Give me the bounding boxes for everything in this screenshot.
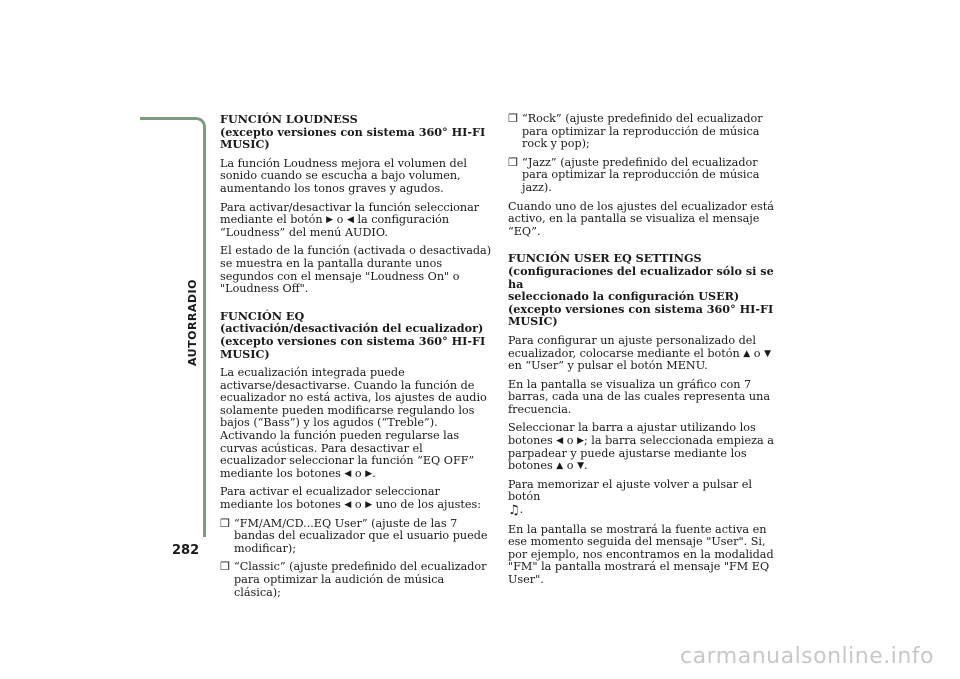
paragraph: Seleccionar la barra a ajustar utilizando los botones ◀ o ▶; la barra seleccionada empieza a parpadear y puede ajustarse mediante los botones ▲ o ▼. bbox=[508, 421, 774, 473]
arrow-down-icon: ▼ bbox=[577, 461, 584, 472]
arrow-down-icon: ▼ bbox=[764, 348, 772, 359]
checkbox-bullet-icon: ❒ bbox=[220, 560, 231, 574]
list-item: ❒ “Classic” (ajuste predefinido del ecualizador para optimizar la audición de música clásica); bbox=[220, 560, 487, 599]
arrow-right-icon: ▶ bbox=[577, 436, 584, 447]
paragraph: La función Loudness mejora el volumen del sonido cuando se escucha a bajo volumen, aumentando los tonos graves y agudos. bbox=[220, 156, 467, 195]
arrow-left-icon: ◀ bbox=[344, 500, 352, 511]
heading-loudness: FUNCIÓN LOUDNESS (excepto versiones con sistema 360° HI-FI MUSIC) bbox=[220, 112, 486, 152]
list-item: ❒ “FM/AM/CD...EQ User” (ajuste de las 7 bandas del ecualizador que el usuario puede modificar); bbox=[220, 516, 488, 555]
paragraph: En la pantalla se visualiza un gráfico con 7 barras, cada una de las cuales representa una frecuencia. bbox=[508, 377, 770, 416]
arrow-right-icon: ▶ bbox=[365, 500, 373, 511]
arrow-up-icon: ▲ bbox=[556, 461, 564, 472]
paragraph: Para activar/desactivar la función seleccionar mediante el botón ▶ o ◀ la configuración “Loudness” del menú AUDIO. bbox=[220, 200, 480, 239]
paragraph: Para memorizar el ajuste volver a pulsar el botón ♫. bbox=[508, 477, 752, 519]
page-number: 282 bbox=[172, 543, 200, 558]
paragraph: La ecualización integrada puede activarse/desactivarse. Cuando la función de ecualizador no está activa, los ajustes de audio solamente pueden modificarse regulando los bajos (“Bass”) y los agudos (“Treble”). Activando la función pueden regularse las curvas acústicas. Para desactivar el ecualizador seleccionar la función “EQ OFF” mediante los botones ◀ o ▶. bbox=[220, 366, 487, 480]
checkbox-bullet-icon: ❒ bbox=[220, 516, 231, 530]
checkbox-bullet-icon: ❒ bbox=[508, 112, 519, 125]
heading-eq: FUNCIÓN EQ (activación/desactivación del ecualizador) (excepto versiones con sistema 360° HI-FI MUSIC) bbox=[220, 308, 486, 361]
paragraph: Para activar el ecualizador seleccionar mediante los botones ◀ o ▶ uno de los ajustes: bbox=[220, 485, 482, 512]
paragraph: En la pantalla se mostrará la fuente activa en ese momento seguida del mensaje "User". Si, por ejemplo, nos encontramos en la modalidad "FM" la pantalla mostrará el mensaje "FM EQ User". bbox=[508, 522, 774, 586]
heading-user-eq: FUNCIÓN USER EQ SETTINGS (configuraciones del ecualizador sólo si se ha seleccionado la configuración USER) (excepto versiones con sistema 360° HI-FI MUSIC) bbox=[508, 251, 774, 329]
arrow-right-icon: ▶ bbox=[326, 215, 334, 226]
section-label: AUTORRADIO bbox=[186, 279, 199, 366]
arrow-up-icon: ▲ bbox=[743, 348, 751, 359]
checkbox-bullet-icon: ❒ bbox=[508, 155, 519, 169]
arrow-left-icon: ◀ bbox=[344, 468, 352, 479]
arrow-left-icon: ◀ bbox=[556, 436, 564, 447]
arrow-right-icon: ▶ bbox=[365, 468, 373, 479]
list-item: ❒ “Rock” (ajuste predefinido del ecualizador para optimizar la reproducción de música rock y pop); bbox=[508, 112, 763, 151]
watermark: carmanualsonline.info bbox=[680, 644, 934, 669]
right-column bbox=[508, 113, 780, 593]
left-column bbox=[220, 113, 492, 605]
arrow-left-icon: ◀ bbox=[346, 215, 354, 226]
music-note-icon: ♫ bbox=[508, 503, 520, 519]
paragraph: Para configurar un ajuste personalizado del ecualizador, colocarse mediante el botón ▲ o ▼ en “User” y pulsar el botón MENU. bbox=[508, 333, 772, 373]
paragraph: Cuando uno de los ajustes del ecualizador está activo, en la pantalla se visualiza el mensaje “EQ”. bbox=[508, 199, 774, 238]
list-item: ❒ “Jazz” (ajuste predefinido del ecualizador para optimizar la reproducción de música jazz). bbox=[508, 155, 760, 194]
paragraph: El estado de la función (activada o desactivada) se muestra en la pantalla durante unos segundos con el mensaje "Loudness On" o "Loudness Off". bbox=[220, 244, 492, 296]
